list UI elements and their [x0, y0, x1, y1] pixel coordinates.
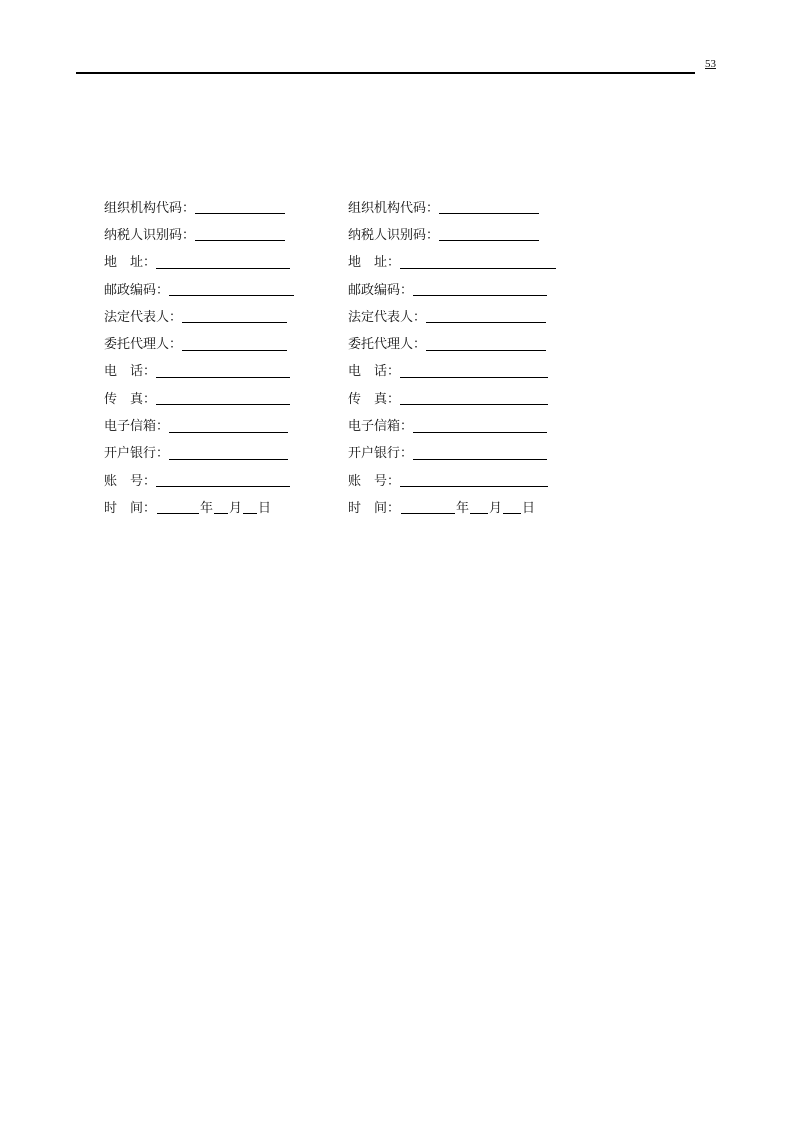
- field-label: 法定代表人：: [348, 309, 427, 325]
- fill-in-line[interactable]: [195, 213, 285, 214]
- field-label: 电子信箱：: [348, 419, 414, 435]
- field-label: 地 址：: [104, 255, 157, 271]
- fill-in-line[interactable]: [195, 240, 285, 241]
- fill-in-line[interactable]: [413, 295, 547, 296]
- field-label: 电子信箱：: [104, 419, 170, 435]
- field-label: 邮政编码：: [348, 282, 414, 298]
- field-label: 委托代理人：: [348, 337, 427, 353]
- postal-code-field: [348, 277, 556, 304]
- fill-in-line[interactable]: [169, 432, 288, 433]
- right-signature-block: [348, 195, 556, 523]
- year-line[interactable]: [157, 513, 199, 514]
- org-code-field: [104, 195, 294, 222]
- month-line[interactable]: [470, 513, 488, 514]
- year-label: 年: [200, 500, 214, 516]
- tax-id-field: [348, 222, 556, 249]
- month-line[interactable]: [214, 513, 228, 514]
- field-label: 开户银行：: [348, 446, 414, 462]
- field-label: 传 真：: [104, 391, 157, 407]
- page-number: 53: [705, 58, 716, 70]
- fax-field: [348, 386, 556, 413]
- account-number-field: [348, 468, 556, 495]
- authorized-agent-field: [348, 331, 556, 358]
- date-field: [104, 495, 294, 522]
- phone-field: [348, 359, 556, 386]
- fill-in-line[interactable]: [156, 268, 290, 269]
- address-field: [104, 250, 294, 277]
- account-number-field: [104, 468, 294, 495]
- postal-code-field: [104, 277, 294, 304]
- authorized-agent-field: [104, 331, 294, 358]
- left-signature-block: [104, 195, 294, 523]
- legal-representative-field: [104, 304, 294, 331]
- fill-in-line[interactable]: [156, 404, 290, 405]
- phone-field: [104, 359, 294, 386]
- field-label: 法定代表人：: [104, 309, 183, 325]
- fill-in-line[interactable]: [156, 377, 290, 378]
- fill-in-line[interactable]: [400, 268, 556, 269]
- month-label: 月: [229, 500, 243, 516]
- field-label: 时 间：: [348, 500, 401, 516]
- email-field: [348, 413, 556, 440]
- field-label: 组织机构代码：: [104, 200, 196, 216]
- field-label: 电 话：: [348, 364, 401, 380]
- month-label: 月: [489, 500, 503, 516]
- bank-field: [348, 441, 556, 468]
- fill-in-line[interactable]: [400, 404, 548, 405]
- field-label: 纳税人识别码：: [104, 227, 196, 243]
- field-label: 开户银行：: [104, 446, 170, 462]
- field-label: 地 址：: [348, 255, 401, 271]
- address-field: [348, 250, 556, 277]
- date-field: [348, 495, 556, 522]
- fill-in-line[interactable]: [169, 459, 288, 460]
- day-line[interactable]: [503, 513, 521, 514]
- day-label: 日: [258, 500, 272, 516]
- fill-in-line[interactable]: [156, 486, 290, 487]
- fill-in-line[interactable]: [182, 322, 287, 323]
- header-rule: [76, 72, 695, 74]
- fill-in-line[interactable]: [400, 377, 548, 378]
- field-label: 账 号：: [348, 473, 401, 489]
- field-label: 传 真：: [348, 391, 401, 407]
- day-line[interactable]: [243, 513, 257, 514]
- email-field: [104, 413, 294, 440]
- field-label: 纳税人识别码：: [348, 227, 440, 243]
- year-label: 年: [456, 500, 470, 516]
- field-label: 邮政编码：: [104, 282, 170, 298]
- fill-in-line[interactable]: [426, 322, 546, 323]
- field-label: 委托代理人：: [104, 337, 183, 353]
- fill-in-line[interactable]: [439, 213, 539, 214]
- field-label: 电 话：: [104, 364, 157, 380]
- year-line[interactable]: [401, 513, 455, 514]
- fill-in-line[interactable]: [400, 486, 548, 487]
- tax-id-field: [104, 222, 294, 249]
- bank-field: [104, 441, 294, 468]
- field-label: 组织机构代码：: [348, 200, 440, 216]
- fill-in-line[interactable]: [413, 459, 547, 460]
- fill-in-line[interactable]: [439, 240, 539, 241]
- fill-in-line[interactable]: [426, 350, 546, 351]
- fill-in-line[interactable]: [169, 295, 294, 296]
- fill-in-line[interactable]: [413, 432, 547, 433]
- field-label: 账 号：: [104, 473, 157, 489]
- fill-in-line[interactable]: [182, 350, 287, 351]
- legal-representative-field: [348, 304, 556, 331]
- field-label: 时 间：: [104, 500, 157, 516]
- org-code-field: [348, 195, 556, 222]
- day-label: 日: [522, 500, 536, 516]
- fax-field: [104, 386, 294, 413]
